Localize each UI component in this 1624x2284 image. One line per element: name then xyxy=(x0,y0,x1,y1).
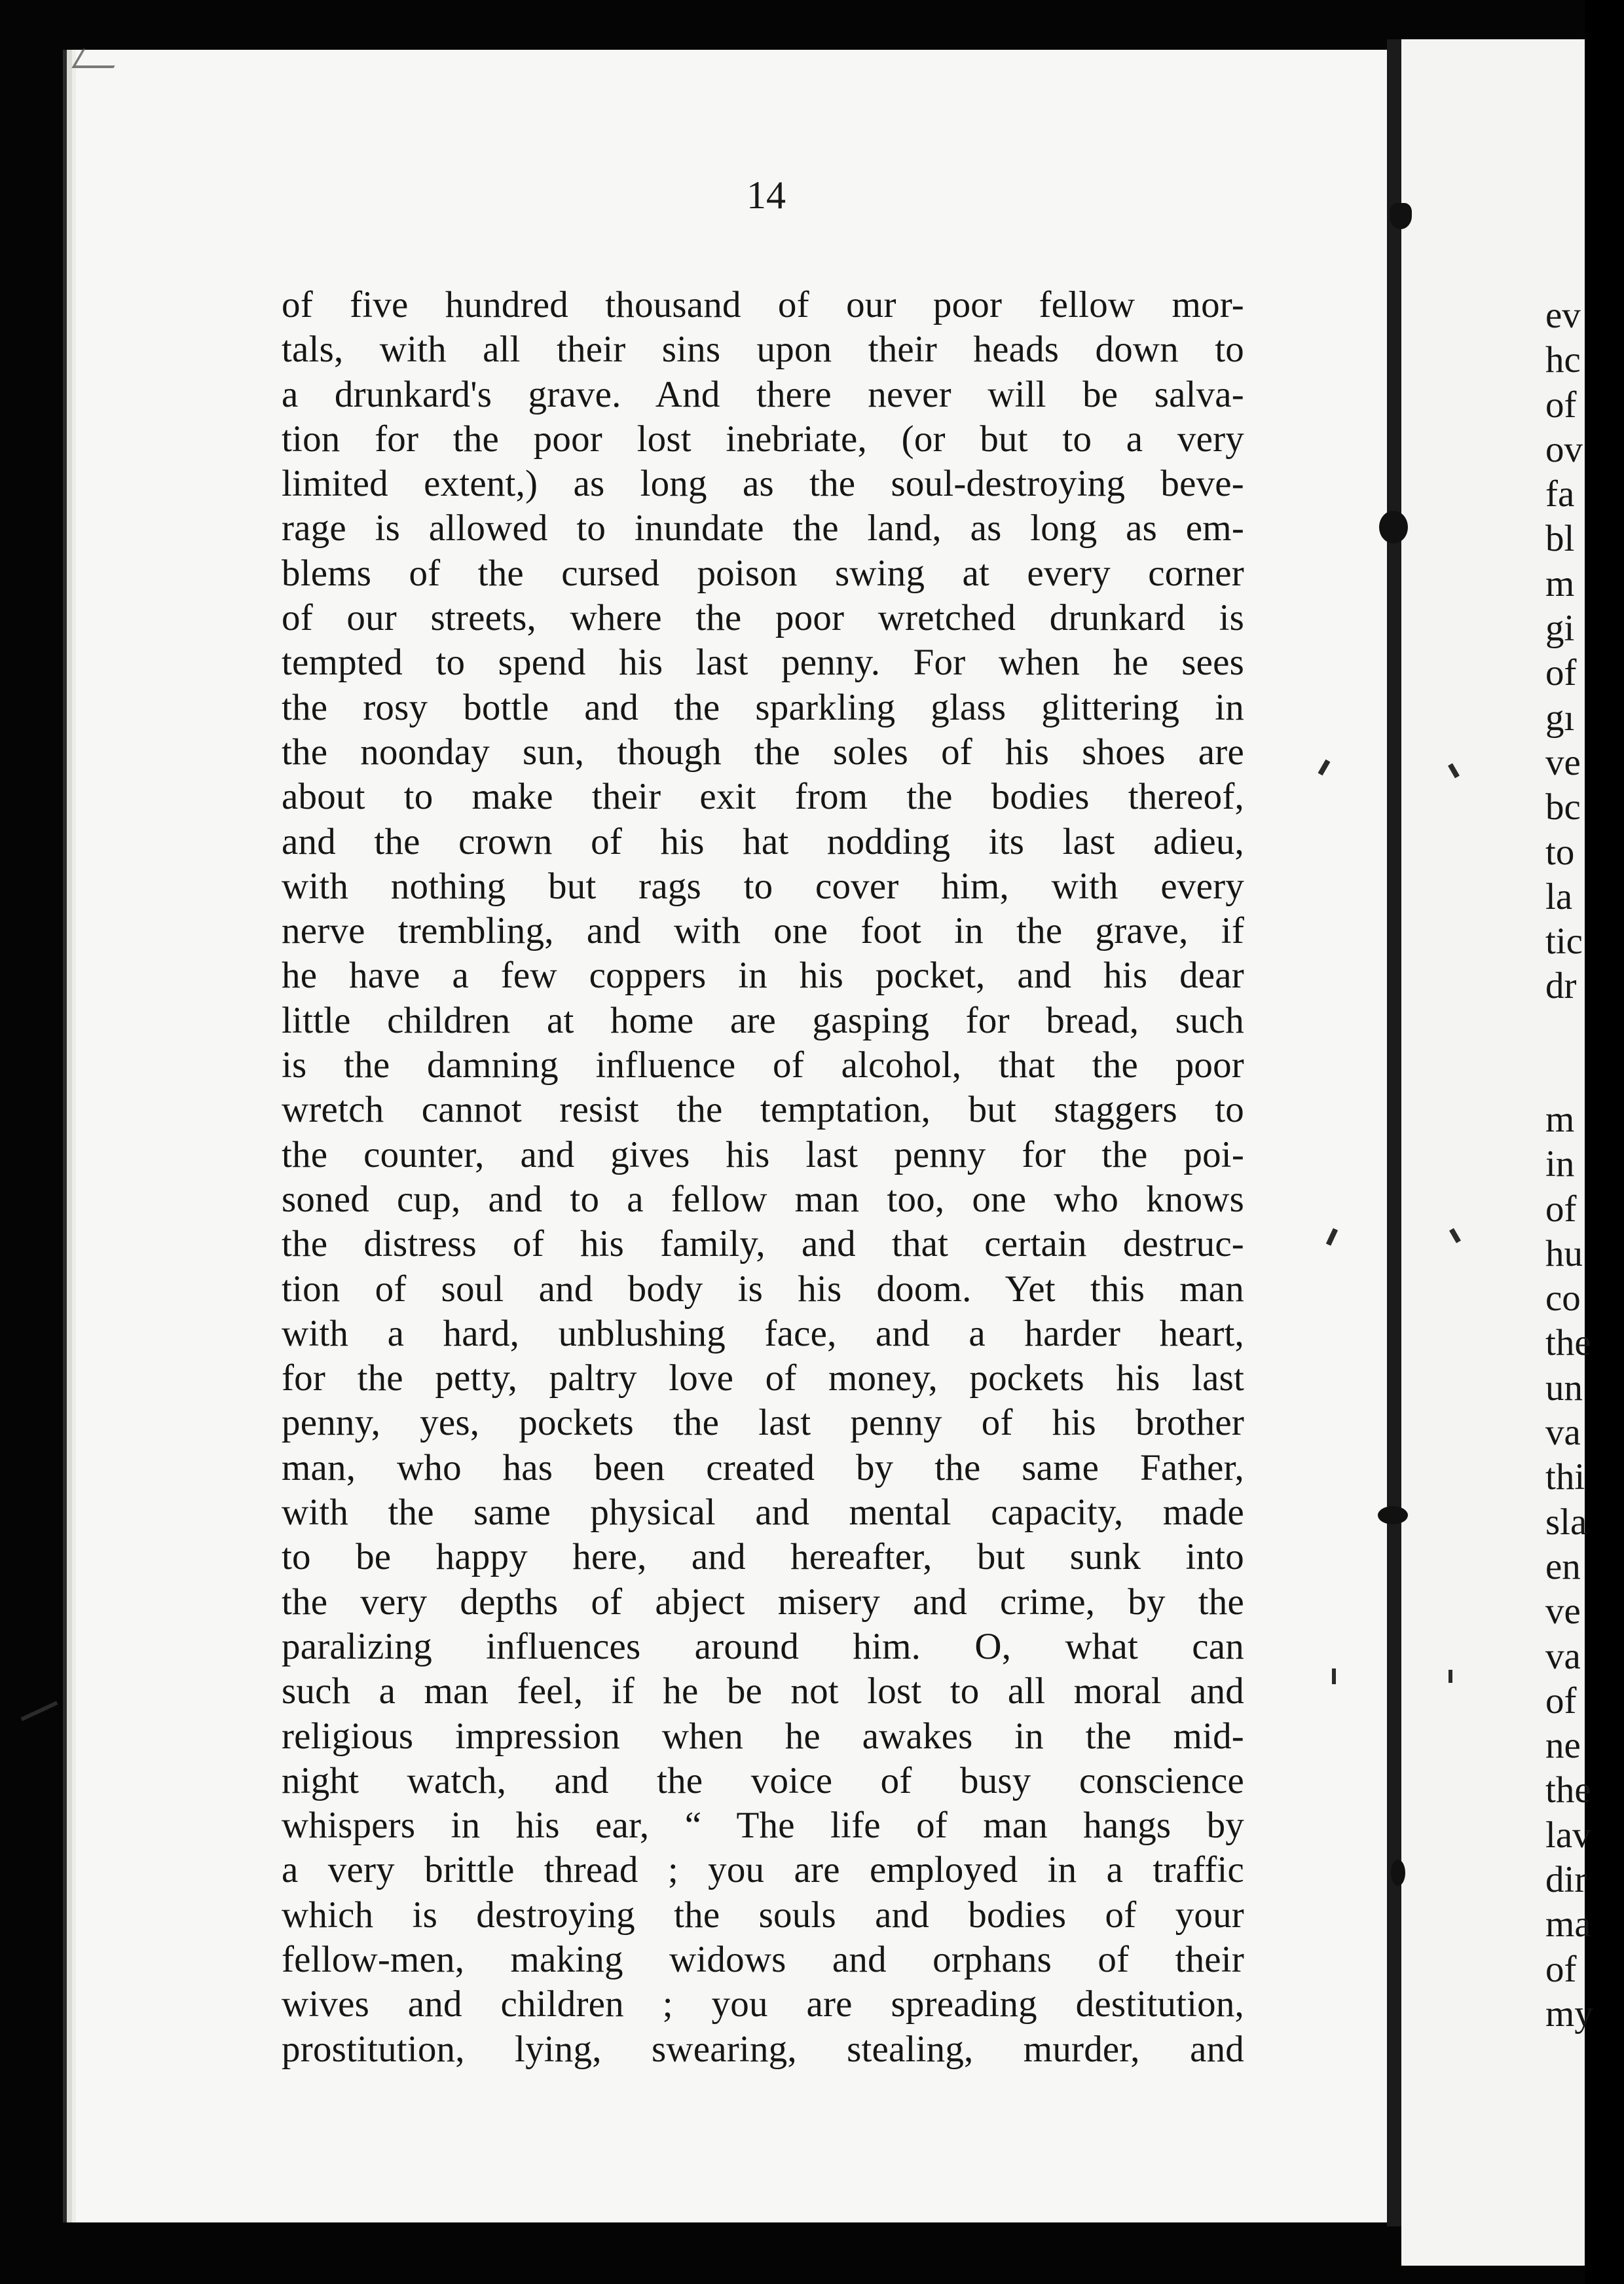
facing-page-fragment: hc xyxy=(1545,339,1581,381)
text-line: soned cup, and to a fellow man too, one who knows xyxy=(282,1178,1244,1220)
text-line: with the same physical and mental capacity, made xyxy=(282,1492,1244,1534)
text-line: prostitution, lying, swearing, stealing, murder, and xyxy=(282,2028,1244,2070)
gutter-stain xyxy=(1378,1506,1408,1524)
facing-page-fragment: in xyxy=(1545,1143,1575,1185)
text-line: is the damning influence of alcohol, that the poor xyxy=(282,1044,1244,1086)
text-line: the noonday sun, though the soles of his shoes are xyxy=(282,731,1244,773)
facing-page-fragment: m xyxy=(1545,1099,1575,1140)
text-line: tion for the poor lost inebriate, (or but to a very xyxy=(282,418,1244,460)
text-line: with nothing but rags to cover him, with every xyxy=(282,865,1244,907)
text-line: of five hundred thousand of our poor fellow mor- xyxy=(282,284,1244,325)
facing-page-fragment: of xyxy=(1545,1680,1577,1722)
facing-page-fragment: ve xyxy=(1545,1591,1581,1632)
facing-page-fragments-lower xyxy=(1545,1097,1624,2036)
facing-page-fragment: dir xyxy=(1545,1859,1587,1901)
text-line: a drunkard's grave. And there never will be salva- xyxy=(282,373,1244,415)
facing-page-fragment: ev xyxy=(1545,295,1581,336)
text-line: wretch cannot resist the temptation, but staggers to xyxy=(282,1089,1244,1131)
facing-page-fragment: of xyxy=(1545,1948,1577,1990)
text-line: whispers in his ear, “ The life of man hangs by xyxy=(282,1805,1244,1847)
text-line: fellow-men, making widows and orphans of their xyxy=(282,1938,1244,1980)
text-line: such a man feel, if he be not lost to all moral and xyxy=(282,1670,1244,1712)
gutter-stain xyxy=(1379,511,1408,543)
facing-page-fragment: va xyxy=(1545,1412,1581,1454)
facing-page-fragment: un xyxy=(1545,1367,1583,1409)
facing-page-fragment: bl xyxy=(1545,518,1575,560)
text-line: and the crown of his hat nodding its last adieu, xyxy=(282,820,1244,862)
facing-page-fragment: ve xyxy=(1545,741,1581,783)
margin-speck xyxy=(1332,1668,1336,1684)
facing-page-fragment: m xyxy=(1545,562,1575,604)
facing-page-fragment: ma xyxy=(1545,1904,1591,1945)
facing-page-fragment: tic xyxy=(1545,921,1583,963)
text-line: tion of soul and body is his doom. Yet this man xyxy=(282,1268,1244,1310)
facing-page-fragment: sla xyxy=(1545,1501,1587,1543)
text-line: man, who has been created by the same Father, xyxy=(282,1446,1244,1488)
facing-page-fragment: of xyxy=(1545,652,1577,694)
facing-page-fragment: bc xyxy=(1545,786,1581,828)
text-line: for the petty, paltry love of money, pockets his last xyxy=(282,1357,1244,1399)
facing-page-fragment: the xyxy=(1545,1769,1591,1811)
text-line: he have a few coppers in his pocket, and his dear xyxy=(282,955,1244,997)
facing-page-fragment: gi xyxy=(1545,608,1575,650)
facing-page-fragment: the xyxy=(1545,1322,1591,1364)
facing-page-fragments-upper xyxy=(1545,293,1624,1009)
text-line: religious impression when he awakes in the mid- xyxy=(282,1715,1244,1757)
page-number: 14 xyxy=(747,174,786,217)
text-line: night watch, and the voice of busy conscience xyxy=(282,1759,1244,1801)
facing-page-fragment: co xyxy=(1545,1278,1581,1319)
text-line: limited extent,) as long as the soul-destroying beve- xyxy=(282,463,1244,505)
text-line: tals, with all their sins upon their heads down to xyxy=(282,329,1244,371)
text-line: a very brittle thread ; you are employed in a traffic xyxy=(282,1849,1244,1891)
facing-page-fragment: my xyxy=(1545,1993,1593,2035)
text-line: wives and children ; you are spreading destitution, xyxy=(282,1983,1244,2025)
facing-page-fragment: va xyxy=(1545,1635,1581,1677)
facing-page-fragment: dr xyxy=(1545,965,1577,1007)
text-line: the rosy bottle and the sparkling glass glittering in xyxy=(282,686,1244,728)
text-line: penny, yes, pockets the last penny of his brother xyxy=(282,1402,1244,1444)
margin-speck xyxy=(1449,1670,1452,1683)
facing-page-fragment: ov xyxy=(1545,428,1583,470)
text-line: which is destroying the souls and bodies of your xyxy=(282,1894,1244,1936)
text-line: with a hard, unblushing face, and a harder heart, xyxy=(282,1312,1244,1354)
facing-page-fragment: hu xyxy=(1545,1232,1583,1274)
text-line: rage is allowed to inundate the land, as long as em- xyxy=(282,507,1244,549)
text-line: paralizing influences around him. O, what can xyxy=(282,1625,1244,1667)
text-line: little children at home are gasping for bread, such xyxy=(282,999,1244,1041)
facing-page-fragment: thi xyxy=(1545,1456,1585,1498)
text-line: the very depths of abject misery and crime, by the xyxy=(282,1581,1244,1623)
text-line: blems of the cursed poison swing at every corner xyxy=(282,552,1244,594)
facing-page-fragment: en xyxy=(1545,1545,1581,1587)
text-line: of our streets, where the poor wretched drunkard is xyxy=(282,597,1244,639)
facing-page-fragment: of xyxy=(1545,384,1577,426)
facing-page-fragment: gı xyxy=(1545,697,1575,739)
book-gutter xyxy=(1387,39,1401,2226)
text-line: nerve trembling, and with one foot in the grave, if xyxy=(282,910,1244,952)
facing-page-fragment: to xyxy=(1545,831,1575,873)
facing-page-fragment: la xyxy=(1545,875,1573,917)
text-line: the counter, and gives his last penny for the poi- xyxy=(282,1133,1244,1175)
facing-page-fragment: fa xyxy=(1545,473,1575,515)
body-text xyxy=(282,283,1244,2072)
gutter-stain xyxy=(1390,203,1412,229)
gutter-stain xyxy=(1391,1860,1405,1886)
facing-page-fragment: lav xyxy=(1545,1814,1591,1856)
facing-page-fragment: of xyxy=(1545,1188,1577,1230)
facing-page-fragment: ne xyxy=(1545,1725,1581,1767)
text-line: the distress of his family, and that certain destruc- xyxy=(282,1223,1244,1265)
text-line: about to make their exit from the bodies thereof, xyxy=(282,776,1244,818)
text-line: tempted to spend his last penny. For when he sees xyxy=(282,642,1244,684)
text-line: to be happy here, and hereafter, but sunk into xyxy=(282,1536,1244,1578)
